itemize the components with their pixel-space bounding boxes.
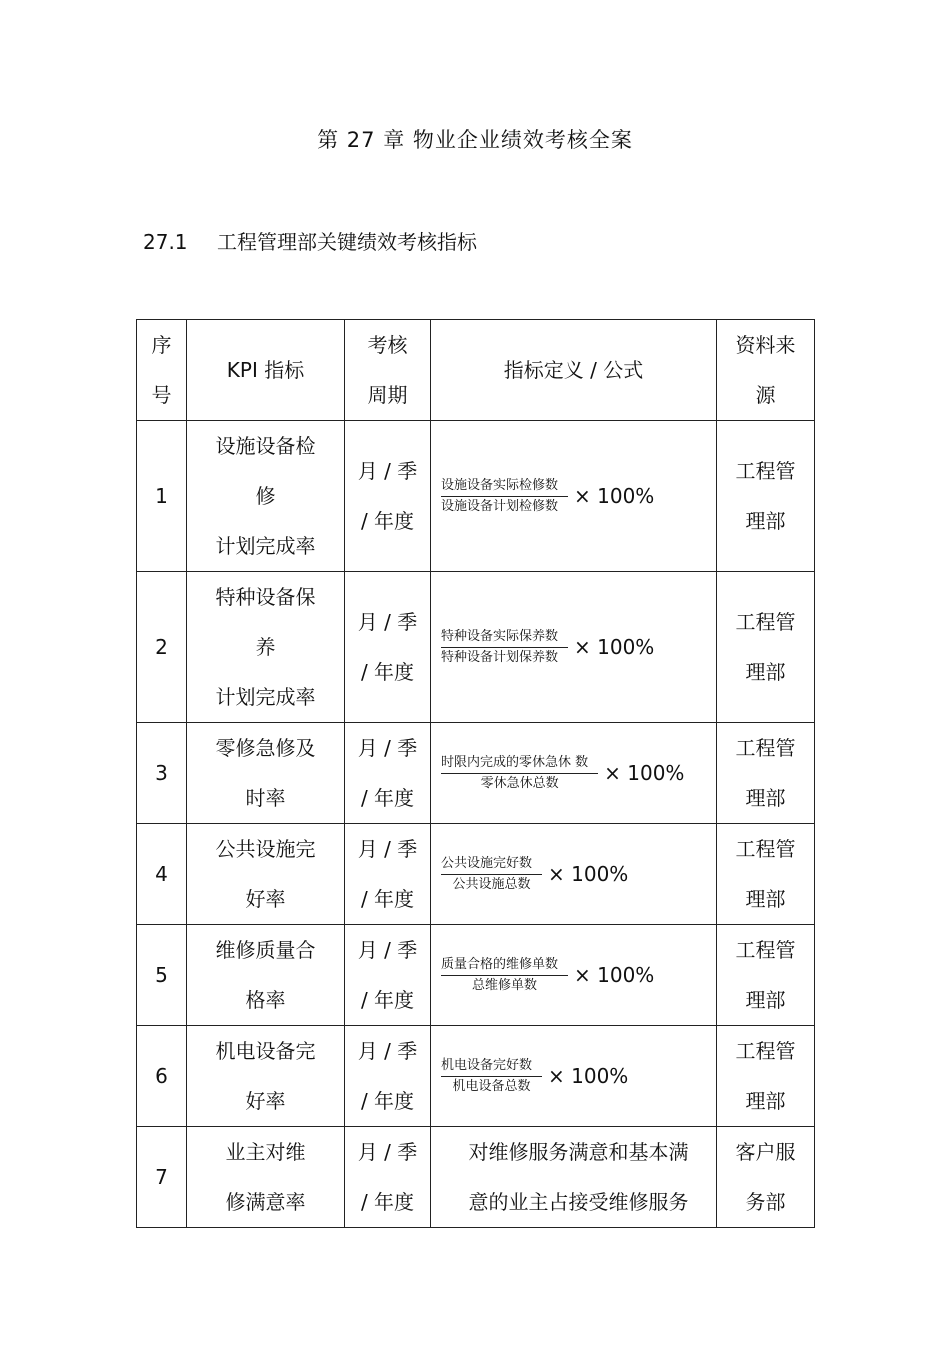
row-source: 工程管 理部 <box>717 421 815 572</box>
row-kpi: 公共设施完 好率 <box>187 824 345 925</box>
header-kpi: KPI 指标 <box>187 320 345 421</box>
section-title <box>143 226 477 255</box>
table-row <box>137 421 815 572</box>
header-definition: 指标定义 / 公式 <box>431 320 717 421</box>
row-kpi: 维修质量合 格率 <box>187 925 345 1026</box>
row-formula <box>431 572 717 723</box>
formula-numerator: 质量合格的维修单数 <box>441 955 568 976</box>
row-source: 工程管 理部 <box>717 723 815 824</box>
row-seq: 5 <box>137 925 187 1026</box>
formula-multiplier: × 100% <box>574 963 655 987</box>
formula-numerator: 机电设备完好数 <box>441 1056 542 1077</box>
row-period: 月 / 季 / 年度 <box>345 572 431 723</box>
row-kpi: 设施设备检 修 计划完成率 <box>187 421 345 572</box>
table-row <box>137 572 815 723</box>
row-formula <box>431 1026 717 1127</box>
row-kpi: 特种设备保 养 计划完成率 <box>187 572 345 723</box>
row-seq: 4 <box>137 824 187 925</box>
row-source: 工程管 理部 <box>717 1026 815 1127</box>
row-period: 月 / 季 / 年度 <box>345 421 431 572</box>
header-period: 考核 周期 <box>345 320 431 421</box>
formula-multiplier: × 100% <box>574 635 655 659</box>
table-row <box>137 1127 815 1228</box>
row-period: 月 / 季 / 年度 <box>345 1026 431 1127</box>
row-seq: 6 <box>137 1026 187 1127</box>
row-seq: 2 <box>137 572 187 723</box>
formula-numerator: 公共设施完好数 <box>441 854 542 875</box>
row-seq: 7 <box>137 1127 187 1228</box>
chapter-title: 第 27 章 物业企业绩效考核全案 <box>317 128 633 152</box>
row-source: 客户服 务部 <box>717 1127 815 1228</box>
row-kpi: 业主对维 修满意率 <box>187 1127 345 1228</box>
formula-denominator: 特种设备计划保养数 <box>441 649 559 665</box>
row-period: 月 / 季 / 年度 <box>345 723 431 824</box>
row-formula <box>431 421 717 572</box>
row-formula <box>431 723 717 824</box>
row-source: 工程管 理部 <box>717 824 815 925</box>
table-row <box>137 723 815 824</box>
formula-denominator: 公共设施总数 <box>452 876 531 892</box>
formula-numerator: 设施设备实际检修数 <box>441 476 568 497</box>
table-row <box>137 1026 815 1127</box>
formula-denominator: 设施设备计划检修数 <box>441 498 559 514</box>
row-formula <box>431 824 717 925</box>
row-seq: 1 <box>137 421 187 572</box>
row-period: 月 / 季 / 年度 <box>345 824 431 925</box>
row-formula <box>431 925 717 1026</box>
formula-multiplier: × 100% <box>574 484 655 508</box>
formula-multiplier: × 100% <box>548 1064 629 1088</box>
formula-multiplier: × 100% <box>548 862 629 886</box>
formula-numerator: 特种设备实际保养数 <box>441 627 568 648</box>
row-source: 工程管 理部 <box>717 572 815 723</box>
formula-denominator: 总维修单数 <box>472 977 538 993</box>
header-source: 资料来 源 <box>717 320 815 421</box>
row-kpi: 零修急修及 时率 <box>187 723 345 824</box>
section-heading: 工程管理部关键绩效考核指标 <box>217 230 477 254</box>
formula-denominator: 零休急休总数 <box>480 775 559 791</box>
header-seq: 序 号 <box>137 320 187 421</box>
table-header-row <box>137 320 815 421</box>
row-definition: 对维修服务满意和基本满 意的业主占接受维修服务 <box>431 1127 717 1228</box>
table-row <box>137 925 815 1026</box>
row-period: 月 / 季 / 年度 <box>345 925 431 1026</box>
formula-multiplier: × 100% <box>604 761 685 785</box>
formula-numerator: 时限内完成的零休急休 数 <box>441 753 598 774</box>
row-kpi: 机电设备完 好率 <box>187 1026 345 1127</box>
row-source: 工程管 理部 <box>717 925 815 1026</box>
row-period: 月 / 季 / 年度 <box>345 1127 431 1228</box>
kpi-table <box>136 319 815 1228</box>
table-row <box>137 824 815 925</box>
row-seq: 3 <box>137 723 187 824</box>
section-number: 27.1 <box>143 230 188 254</box>
formula-denominator: 机电设备总数 <box>452 1078 531 1094</box>
